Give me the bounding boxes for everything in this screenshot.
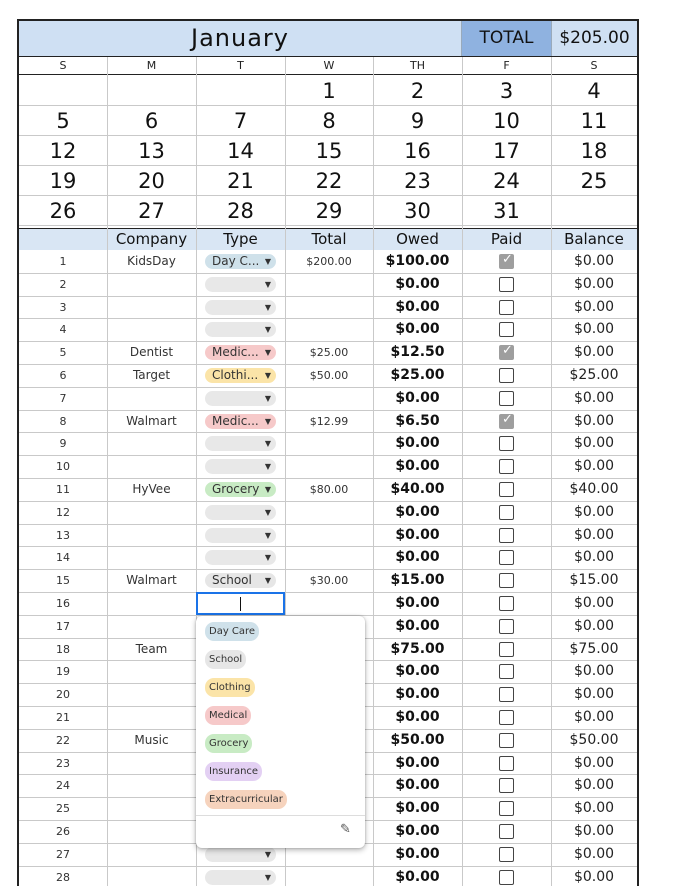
balance-cell[interactable]: $0.00 (573, 754, 615, 771)
calendar-day-cell[interactable]: 11 (580, 109, 608, 133)
day-of-week-label: W (323, 59, 335, 72)
dropdown-arrow-icon: ▼ (264, 872, 271, 882)
column-header: Type (223, 230, 258, 248)
column-header: Paid (490, 230, 523, 248)
balance-cell[interactable]: $0.00 (573, 503, 615, 520)
total-cell[interactable] (285, 546, 373, 569)
paid-checkbox[interactable] (499, 322, 514, 337)
dropdown-arrow-icon: ▼ (264, 849, 271, 859)
total-cell[interactable] (285, 273, 373, 296)
paid-checkbox[interactable] (499, 710, 514, 725)
day-of-week-label: F (503, 59, 510, 72)
balance-cell[interactable]: $0.00 (573, 686, 615, 703)
company-cell[interactable] (107, 524, 196, 547)
owed-cell[interactable]: $0.00 (395, 298, 440, 315)
owed-cell[interactable]: $0.00 (395, 617, 440, 634)
owed-cell[interactable]: $0.00 (395, 663, 440, 680)
column-header: Owed (396, 230, 439, 248)
total-cell[interactable] (285, 524, 373, 547)
row-number: 1 (59, 255, 67, 268)
owed-cell[interactable]: $0.00 (395, 709, 440, 725)
balance-cell[interactable]: $0.00 (573, 435, 615, 452)
total-cell[interactable] (285, 318, 373, 341)
type-chip-label: Medic... (212, 345, 259, 360)
type-dropdown-chip[interactable] (205, 368, 276, 383)
grid-line (107, 57, 108, 886)
paid-checkbox[interactable] (499, 642, 514, 657)
balance-cell[interactable]: $0.00 (573, 526, 615, 543)
row-number: 3 (59, 300, 67, 314)
row-number: 5 (59, 346, 67, 360)
dropdown-arrow-icon: ▼ (264, 393, 271, 403)
month-title: January (191, 24, 289, 52)
row-number: 12 (56, 505, 70, 519)
paid-checkbox[interactable] (499, 300, 514, 315)
owed-cell[interactable]: $12.50 (390, 344, 445, 361)
calendar-day-cell[interactable]: 10 (493, 109, 520, 133)
dropdown-option[interactable]: Clothing (205, 678, 255, 697)
grid-line (19, 318, 637, 319)
calendar-day-cell[interactable]: 1 (322, 79, 336, 103)
balance-cell[interactable]: $0.00 (573, 321, 615, 338)
balance-cell[interactable]: $0.00 (573, 389, 615, 406)
dropdown-option[interactable]: Medical (205, 706, 251, 725)
grid-line (19, 866, 637, 867)
grid-line (19, 387, 637, 388)
calendar-day-cell[interactable]: 12 (49, 139, 77, 163)
dropdown-arrow-icon: ▼ (264, 485, 271, 494)
company-cell[interactable] (107, 592, 196, 615)
company-cell[interactable] (107, 774, 196, 797)
balance-cell[interactable]: $0.00 (573, 595, 615, 611)
calendar-day-cell[interactable]: 29 (315, 199, 343, 223)
row-number: 18 (56, 642, 70, 656)
calendar-day-cell[interactable]: 4 (587, 79, 601, 103)
balance-cell[interactable]: $0.00 (573, 458, 615, 475)
company-cell[interactable] (107, 660, 196, 683)
row-number: 16 (56, 597, 70, 610)
type-dropdown-chip[interactable] (205, 345, 276, 360)
day-of-week-label: TH (410, 59, 425, 72)
day-of-week-label: S (590, 59, 598, 72)
paid-checkbox[interactable] (499, 847, 514, 862)
paid-checkbox[interactable] (499, 345, 514, 360)
balance-cell[interactable]: $0.00 (573, 663, 615, 680)
day-of-week-label: M (146, 59, 157, 72)
row-number: 2 (59, 277, 67, 291)
calendar-day-cell[interactable]: 9 (410, 109, 425, 133)
type-dropdown-chip[interactable] (205, 870, 276, 885)
calendar-day-cell[interactable]: 26 (49, 199, 77, 223)
balance-cell[interactable]: $75.00 (569, 640, 619, 657)
balance-cell[interactable]: $0.00 (573, 800, 615, 817)
row-number: 28 (56, 870, 70, 884)
column-header: Company (115, 230, 188, 248)
calendar-day-cell[interactable]: 21 (227, 169, 254, 193)
type-cell-editor[interactable] (196, 592, 285, 615)
row-number: 7 (59, 391, 67, 405)
type-dropdown-chip[interactable] (205, 254, 276, 269)
total-cell[interactable]: $12.99 (309, 414, 349, 428)
column-header: Total (311, 230, 347, 248)
paid-checkbox[interactable] (499, 528, 514, 543)
owed-cell[interactable]: $0.00 (395, 549, 440, 566)
paid-checkbox[interactable] (499, 596, 514, 611)
paid-checkbox[interactable] (499, 550, 514, 565)
calendar-day-cell[interactable]: 30 (404, 199, 431, 223)
calendar-day-cell[interactable]: 15 (315, 139, 343, 163)
column-header (19, 228, 107, 250)
total-cell[interactable]: $200.00 (306, 255, 352, 268)
dropdown-arrow-icon: ▼ (264, 439, 271, 449)
owed-cell[interactable]: $0.00 (395, 595, 440, 611)
paid-checkbox[interactable] (499, 687, 514, 702)
grid-line (551, 57, 552, 886)
balance-cell[interactable]: $0.00 (573, 344, 615, 361)
grid-line (19, 546, 637, 547)
dropdown-arrow-icon: ▼ (264, 507, 271, 517)
dropdown-arrow-icon: ▼ (264, 576, 271, 586)
dropdown-option[interactable]: Extracurricular (205, 790, 287, 809)
owed-cell[interactable]: $0.00 (395, 754, 440, 771)
dropdown-arrow-icon: ▼ (264, 325, 271, 335)
total-cell[interactable] (285, 592, 373, 615)
type-chip-label: Grocery (212, 482, 260, 496)
calendar-day-cell[interactable]: 25 (580, 169, 608, 193)
calendar-day-cell[interactable]: 13 (138, 139, 165, 163)
paid-checkbox[interactable] (499, 414, 514, 429)
dropdown-arrow-icon: ▼ (264, 302, 271, 312)
calendar-day-cell[interactable]: 18 (580, 139, 608, 163)
total-cell[interactable]: $25.00 (309, 346, 349, 360)
company-cell[interactable] (107, 296, 196, 319)
dropdown-arrow-icon: ▼ (264, 371, 271, 380)
row-number: 23 (56, 756, 70, 770)
company-cell[interactable] (107, 387, 196, 410)
paid-checkbox[interactable] (499, 619, 514, 634)
row-number: 21 (56, 711, 70, 724)
paid-checkbox[interactable] (499, 459, 514, 474)
company-cell[interactable]: KidsDay (127, 254, 176, 268)
row-number: 15 (56, 574, 70, 588)
balance-cell[interactable]: $15.00 (569, 572, 619, 589)
balance-cell[interactable]: $0.00 (573, 777, 615, 794)
row-number: 26 (56, 825, 70, 838)
balance-cell[interactable]: $40.00 (569, 481, 619, 497)
total-cell[interactable] (285, 501, 373, 524)
type-chip-label: Day C... (212, 254, 260, 268)
row-number: 9 (59, 437, 67, 451)
type-dropdown-chip[interactable] (205, 573, 276, 588)
balance-cell[interactable]: $0.00 (573, 298, 615, 315)
row-number: 20 (56, 688, 70, 702)
paid-checkbox[interactable] (499, 664, 514, 679)
text-cursor (240, 597, 241, 611)
dropdown-arrow-icon: ▼ (264, 279, 271, 289)
company-cell[interactable] (107, 820, 196, 843)
row-number: 14 (56, 551, 70, 565)
type-dropdown-chip[interactable] (205, 436, 276, 451)
grid-line (19, 592, 637, 593)
calendar-day-cell[interactable] (196, 76, 285, 106)
calendar-day-cell[interactable]: 27 (138, 199, 165, 223)
type-dropdown-chip[interactable] (205, 300, 276, 315)
grid-line (373, 57, 374, 886)
company-cell[interactable] (107, 866, 196, 886)
grid-line (19, 501, 637, 502)
dropdown-option[interactable]: Day Care (205, 622, 259, 641)
grid-line (19, 432, 637, 433)
grid-line (19, 296, 637, 297)
dropdown-option[interactable]: Grocery (205, 734, 252, 753)
paid-checkbox[interactable] (499, 824, 514, 839)
balance-cell[interactable]: $0.00 (573, 253, 615, 269)
owed-cell[interactable]: $0.00 (395, 845, 440, 862)
grid-line (19, 165, 637, 166)
paid-checkbox[interactable] (499, 391, 514, 406)
company-cell[interactable]: Team (135, 641, 168, 656)
company-cell[interactable] (107, 706, 196, 729)
calendar-day-cell[interactable]: 7 (233, 109, 248, 133)
grid-line (19, 105, 637, 106)
type-chip-label: Clothi... (212, 368, 259, 382)
day-of-week-label: T (237, 59, 244, 72)
row-number: 6 (59, 369, 67, 382)
calendar-day-cell[interactable]: 5 (56, 109, 70, 133)
paid-checkbox[interactable] (499, 756, 514, 771)
dropdown-arrow-icon: ▼ (264, 462, 271, 472)
row-number: 13 (56, 528, 70, 542)
company-cell[interactable] (107, 273, 196, 296)
owed-cell[interactable]: $0.00 (395, 389, 440, 406)
type-dropdown-chip[interactable] (205, 550, 276, 565)
balance-cell[interactable]: $50.00 (569, 731, 619, 748)
owed-cell[interactable]: $0.00 (395, 435, 440, 452)
balance-cell[interactable]: $0.00 (573, 412, 615, 429)
total-cell[interactable] (285, 432, 373, 455)
grid-line (19, 478, 637, 479)
paid-checkbox[interactable] (499, 368, 514, 383)
calendar-day-cell[interactable]: 22 (315, 169, 343, 193)
calendar-day-cell[interactable] (107, 76, 196, 106)
company-cell[interactable] (107, 843, 196, 866)
balance-cell[interactable]: $0.00 (573, 823, 615, 839)
company-cell[interactable] (107, 797, 196, 820)
total-cell[interactable] (285, 866, 373, 886)
total-cell[interactable] (285, 296, 373, 319)
owed-cell[interactable]: $100.00 (385, 253, 450, 269)
owed-cell[interactable]: $40.00 (390, 481, 445, 497)
paid-checkbox[interactable] (499, 573, 514, 588)
calendar-day-cell[interactable]: 24 (493, 169, 520, 193)
calendar-day-cell[interactable]: 20 (138, 169, 165, 193)
grid-line (19, 273, 637, 274)
owed-cell[interactable]: $6.50 (395, 412, 440, 429)
row-number: 4 (59, 323, 67, 337)
type-dropdown-chip[interactable] (205, 459, 276, 474)
grid-line (19, 524, 637, 525)
company-cell[interactable] (107, 546, 196, 569)
dropdown-option[interactable]: School (205, 650, 246, 669)
calendar-day-cell[interactable]: 2 (410, 79, 425, 103)
calendar-day-cell[interactable]: 17 (493, 139, 520, 163)
budget-sheet (17, 19, 639, 886)
row-number: 22 (56, 733, 70, 747)
pencil-icon[interactable]: ✎ (340, 822, 351, 837)
type-dropdown-chip[interactable] (205, 414, 276, 429)
calendar-day-cell[interactable] (19, 76, 107, 106)
calendar-day-cell[interactable]: 6 (144, 109, 159, 133)
dropdown-arrow-icon: ▼ (264, 416, 271, 426)
owed-cell[interactable]: $0.00 (395, 800, 440, 817)
type-dropdown-chip[interactable] (205, 322, 276, 337)
paid-checkbox[interactable] (499, 277, 514, 292)
owed-cell[interactable]: $0.00 (395, 503, 440, 520)
balance-cell[interactable]: $25.00 (569, 367, 619, 383)
owed-cell[interactable]: $25.00 (390, 367, 445, 383)
total-cell[interactable]: $30.00 (309, 574, 349, 588)
owed-cell[interactable]: $0.00 (395, 321, 440, 338)
balance-cell[interactable]: $0.00 (573, 709, 615, 725)
calendar-day-cell[interactable]: 16 (404, 139, 431, 163)
balance-cell[interactable]: $0.00 (573, 845, 615, 862)
row-number: 17 (56, 619, 70, 633)
day-of-week-label: S (59, 59, 67, 72)
owed-cell[interactable]: $0.00 (395, 275, 440, 292)
company-cell[interactable] (107, 501, 196, 524)
type-dropdown-menu[interactable] (196, 616, 365, 848)
paid-checkbox[interactable] (499, 436, 514, 451)
dropdown-option[interactable]: Insurance (205, 762, 262, 781)
row-number: 24 (56, 779, 70, 793)
calendar-day-cell[interactable]: 14 (227, 139, 254, 163)
owed-cell[interactable]: $0.00 (395, 686, 440, 703)
company-cell[interactable]: Target (132, 368, 171, 382)
owed-cell[interactable]: $0.00 (395, 777, 440, 794)
calendar-day-cell[interactable]: 3 (499, 79, 514, 103)
row-number: 27 (56, 847, 70, 861)
balance-cell[interactable]: $0.00 (573, 275, 615, 292)
paid-checkbox[interactable] (499, 505, 514, 520)
total-cell[interactable]: $80.00 (309, 483, 349, 496)
total-label: TOTAL (461, 21, 551, 56)
total-cell[interactable] (285, 387, 373, 410)
dropdown-arrow-icon: ▼ (264, 530, 271, 540)
paid-checkbox[interactable] (499, 254, 514, 269)
balance-cell[interactable]: $0.00 (573, 868, 615, 885)
grid-line (19, 195, 637, 196)
company-cell[interactable] (107, 752, 196, 775)
menu-divider (196, 815, 365, 816)
total-cell[interactable]: $50.00 (309, 369, 349, 382)
calendar-day-cell[interactable]: 8 (322, 109, 336, 133)
company-cell[interactable] (107, 318, 196, 341)
calendar-day-cell[interactable]: 23 (404, 169, 431, 193)
grid-line (19, 569, 637, 570)
type-chip-label: School (212, 573, 252, 588)
row-number: 8 (59, 414, 67, 428)
total-value[interactable]: $205.00 (551, 21, 637, 56)
calendar-day-cell[interactable]: 19 (49, 169, 77, 193)
paid-checkbox[interactable] (499, 870, 514, 885)
row-number: 25 (56, 802, 70, 816)
grid-line (19, 364, 637, 365)
paid-checkbox[interactable] (499, 801, 514, 816)
type-dropdown-chip[interactable] (205, 505, 276, 520)
company-cell[interactable] (107, 432, 196, 455)
paid-checkbox[interactable] (499, 778, 514, 793)
company-cell[interactable] (107, 683, 196, 706)
row-number: 10 (56, 460, 70, 474)
owed-cell[interactable]: $0.00 (395, 458, 440, 475)
company-cell[interactable]: HyVee (132, 482, 171, 496)
row-number: 11 (56, 483, 70, 496)
owed-cell[interactable]: $0.00 (395, 868, 440, 885)
type-dropdown-chip[interactable] (205, 528, 276, 543)
grid-line (462, 57, 463, 886)
grid-line (19, 135, 637, 136)
balance-cell[interactable]: $0.00 (573, 549, 615, 566)
type-dropdown-chip[interactable] (205, 482, 276, 497)
grid-line (19, 225, 637, 226)
calendar-day-cell[interactable]: 31 (493, 199, 520, 223)
column-header: Balance (564, 230, 624, 248)
owed-cell[interactable]: $0.00 (395, 526, 440, 543)
total-cell[interactable] (285, 455, 373, 478)
company-cell[interactable]: Walmart (126, 413, 177, 428)
company-cell[interactable]: Walmart (126, 573, 177, 588)
dropdown-arrow-icon: ▼ (264, 553, 271, 563)
company-cell[interactable]: Music (134, 732, 169, 747)
calendar-day-cell[interactable]: 28 (227, 199, 254, 223)
dropdown-arrow-icon: ▼ (264, 257, 271, 266)
grid-line (19, 410, 637, 411)
owed-cell[interactable]: $15.00 (390, 572, 445, 589)
grid-line (19, 455, 637, 456)
company-cell[interactable] (107, 615, 196, 638)
dropdown-arrow-icon: ▼ (264, 348, 271, 358)
type-dropdown-chip[interactable] (205, 277, 276, 292)
type-dropdown-chip[interactable] (205, 847, 276, 862)
owed-cell[interactable]: $75.00 (390, 640, 445, 657)
company-cell[interactable] (107, 455, 196, 478)
paid-checkbox[interactable] (499, 733, 514, 748)
company-cell[interactable]: Dentist (129, 345, 174, 360)
owed-cell[interactable]: $0.00 (395, 823, 440, 839)
type-chip-label: Medic... (212, 413, 259, 428)
calendar-day-cell[interactable] (551, 196, 637, 226)
grid-line (19, 341, 637, 342)
title-row (19, 21, 637, 57)
owed-cell[interactable]: $50.00 (390, 731, 445, 748)
paid-checkbox[interactable] (499, 482, 514, 497)
type-dropdown-chip[interactable] (205, 391, 276, 406)
row-number: 19 (56, 665, 70, 679)
balance-cell[interactable]: $0.00 (573, 617, 615, 634)
